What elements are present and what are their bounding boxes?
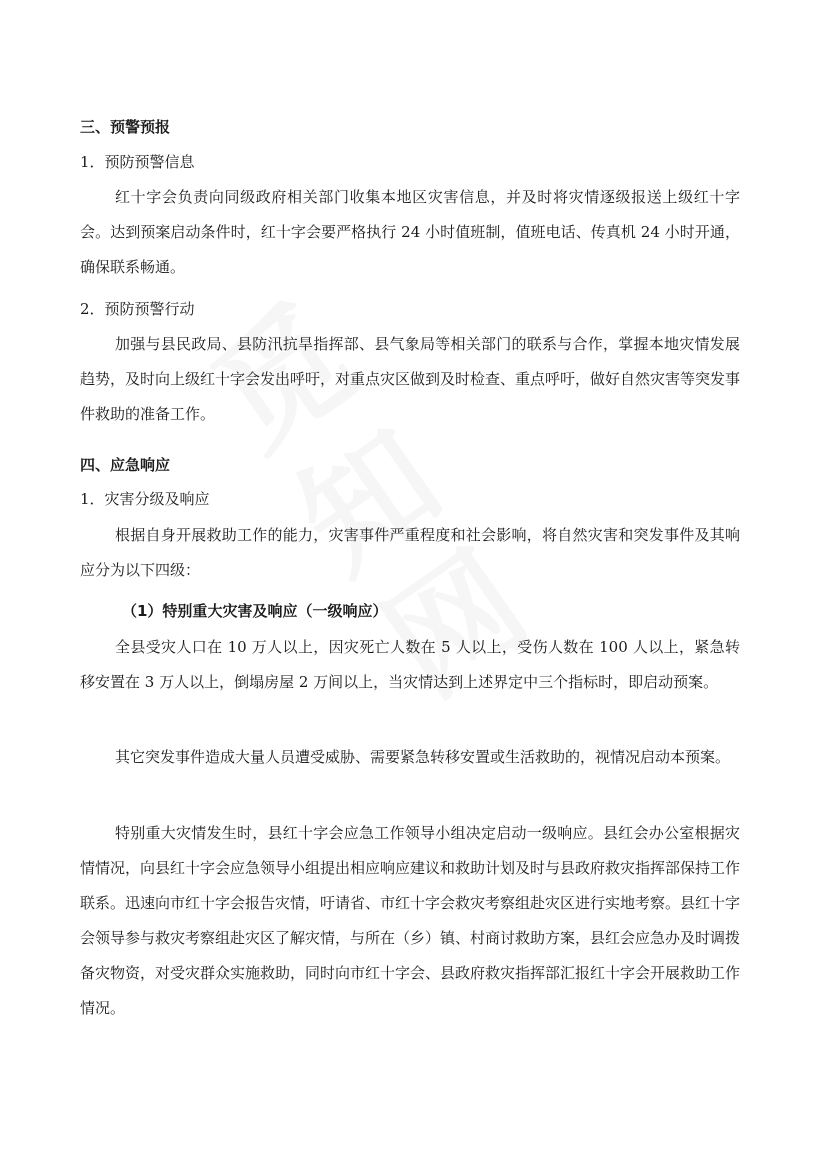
subheading-disaster-grading: 1．灾害分级及响应 [80,490,210,508]
section-heading-early-warning: 三、预警预报 [80,118,171,136]
paragraph-warning-action: 加强与县民政局、县防汛抗旱指挥部、县气象局等相关部门的联系与合作，掌握本地灾情发展趋势，及时向上级红十字会发出呼吁，对重点灾区做到及时检查、重点呼吁，做好自然灾害等突发事件救助的准备工作。 [80,335,741,423]
subheading-warning-action: 2．预防预警行动 [80,300,195,318]
subheading-warning-info: 1．预防预警信息 [80,153,195,171]
paragraph-disaster-grading: 根据自身开展救助工作的能力，灾害事件严重程度和社会影响，将自然灾害和突发事件及其响应分为以下四级： [80,526,740,579]
level1-heading: （1）特别重大灾害及响应（一级响应） [122,602,388,620]
paragraph-level1-procedure: 特别重大灾情发生时，县红十字会应急工作领导小组决定启动一级响应。县红会办公室根据灾情情况，向县红十字会应急领导小组提出相应响应建议和救助计划及时与县政府救灾指挥部保持工作联系。迅速向市红十字会报告灾情，吁请省、市红十字会救灾考察组赴灾区进行实地考察。县红十字会领导参与救灾考察组赴灾区了解灾情，与所在（乡）镇、村商讨救助方案，县红会应急办及时调拨备灾物资，对受灾群众实施救助，同时向市红十字会、县政府救灾指挥部汇报红十字会开展救助工作情况。 [80,824,741,1017]
section-heading-emergency-response: 四、应急响应 [80,456,171,474]
paragraph-level1-criteria: 全县受灾人口在 10 万人以上，因灾死亡人数在 5 人以上，受伤人数在 100 人以上，紧急转移安置在 3 万人以上，倒塌房屋 2 万间以上，当灾情达到上述界定中三个指标时，即启动预案。 [80,638,740,691]
paragraph-other-events: 其它突发事件造成大量人员遭受威胁、需要紧急转移安置或生活救助的，视情况启动本预案。 [115,748,731,766]
paragraph-warning-info: 红十字会负责向同级政府相关部门收集本地区灾害信息，并及时将灾情逐级报送上级红十字会。达到预案启动条件时，红十字会要严格执行 24 小时值班制，值班电话、传真机 24 小时开通，确保联系畅通。 [80,188,740,276]
